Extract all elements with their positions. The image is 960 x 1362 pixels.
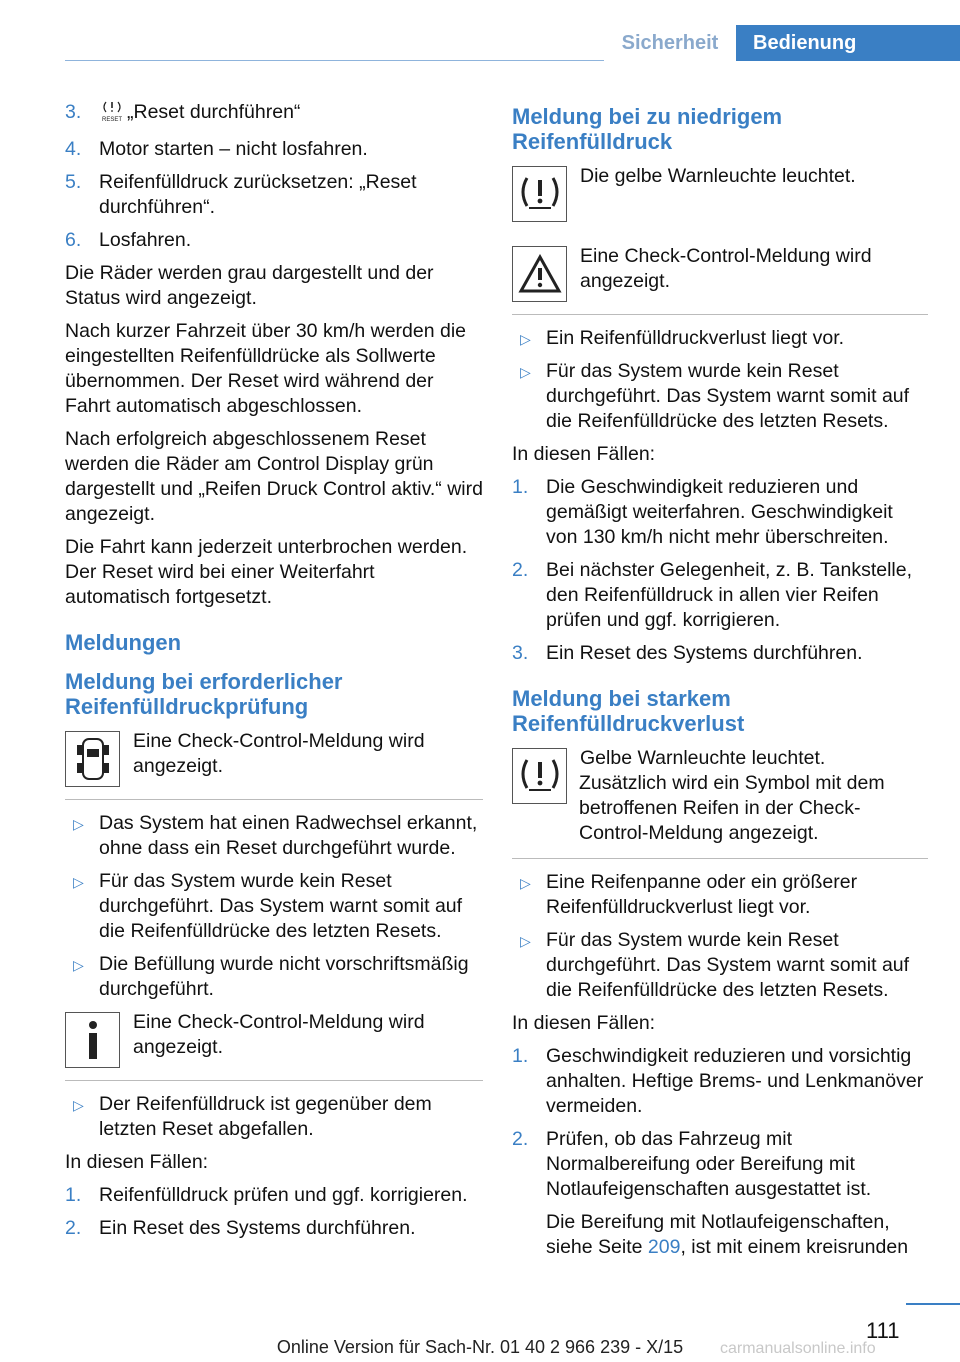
info-block: Eine Check-Control-Meldung wird angezeigt. [65,1010,483,1068]
bullet-item: ▷ Für das System wurde kein Reset durchgeführt. Das System warnt somit auf die Reifenfülldrücke des letzten Resets. [520,929,910,1001]
step-3: 3. RESET „Reset durchführen“ [65,100,483,129]
warning-triangle-icon [512,246,567,302]
paragraph: Nach erfolgreich abgeschlossenem Reset werden die Räder am Control Display grün dargestellt und „Reifen Druck Control aktiv.“ wird angezeigt. [65,428,483,525]
bullet-item: ▷ Für das System wurde kein Reset durchgeführt. Das System warnt somit auf die Reifenfülldrücke des letzten Resets. [73,870,463,942]
step-2-continuation: Die Bereifung mit Notlaufeigenschaften, siehe Seite 209, ist mit einem kreisrunden [546,1211,909,1258]
triangle-bullet-icon: ▷ [73,816,84,832]
tire-pressure-warning-icon [512,748,567,804]
info-block: Eine Check-Control-Meldung wird angezeigt. [512,244,928,302]
triangle-bullet-icon: ▷ [520,331,531,347]
bullet-item: ▷ Für das System wurde kein Reset durchgeführt. Das System warnt somit auf die Reifenfülldrücke des letzten Resets. [520,360,910,432]
footer-text: Online Version für Sach-Nr. 01 40 2 966 239 - X/15 [276,1337,684,1357]
left-column [65,100,483,1249]
watermark: carmanualsonline.info [720,1340,876,1357]
triangle-bullet-icon: ▷ [73,1097,84,1113]
heading-pruefung: Meldung bei erforderlicher Reifenfülldruckprüfung [65,669,343,719]
info-block: Die gelbe Warnleuchte leuchtet. [512,164,928,222]
svg-text:RESET: RESET [101,117,123,122]
bullet-item: ▷ Die Befüllung wurde nicht vorschriftsmäßig durchgeführt. [73,953,469,1000]
tab-bedienung[interactable]: Bedienung [736,25,960,61]
paragraph: In diesen Fällen: [512,443,656,465]
divider [65,1080,483,1081]
page-number: 111 [866,1318,900,1343]
heading-meldungen: Meldungen [65,630,182,655]
step-1: 1. Reifenfülldruck prüfen und ggf. korrigieren. [65,1184,468,1206]
step-1: 1. Die Geschwindigkeit reduzieren und gemäßigt weiterfahren. Geschwindigkeit von 130 km/h nicht mehr überschreiten. [512,476,893,548]
step-number: 3. [65,101,82,123]
triangle-bullet-icon: ▷ [73,874,84,890]
info-block: Eine Check-Control-Meldung wird angezeigt. [65,729,483,787]
step-1: 1. Geschwindigkeit reduzieren und vorsichtig anhalten. Heftige Brems- und Lenkmanöver vermeiden. [512,1045,924,1117]
divider [65,799,483,800]
step-2: 2. Prüfen, ob das Fahrzeug mit Normalbereifung oder Bereifung mit Notlaufeigenschaften ausgestattet ist. [512,1128,872,1200]
triangle-bullet-icon: ▷ [520,364,531,380]
right-column [512,100,928,1268]
triangle-bullet-icon: ▷ [520,933,531,949]
bullet-item: ▷ Der Reifenfülldruck ist gegenüber dem letzten Reset abgefallen. [73,1093,432,1140]
bullet-item: ▷ Ein Reifenfülldruckverlust liegt vor. [512,326,928,351]
paragraph: Die Räder werden grau dargestellt und der Status wird angezeigt. [65,262,434,309]
step-2: 2. Ein Reset des Systems durchführen. [65,1217,416,1239]
bullet-item: ▷ Eine Reifenpanne oder ein größerer Reifenfülldruckverlust liegt vor. [520,871,858,918]
step-6: 6. Losfahren. [65,229,192,251]
paragraph: Die Fahrt kann jederzeit unterbrochen werden. Der Reset wird bei einer Weiterfahrt automatisch fortgesetzt. [65,536,468,608]
tire-pressure-warning-icon [512,166,567,222]
tab-sicherheit[interactable]: Sicherheit [604,25,736,61]
bullet-item: ▷ Das System hat einen Radwechsel erkannt, ohne dass ein Reset durchgeführt wurde. [73,812,478,859]
step-4: 4. Motor starten – nicht losfahren. [65,138,368,160]
step-5: 5. Reifenfülldruck zurücksetzen: „Reset durchführen“. [65,171,417,218]
step-2: 2. Bei nächster Gelegenheit, z. B. Tankstelle, den Reifenfülldruck in allen vier Reifen prüfen und ggf. korrigieren. [512,559,913,631]
footer-rule [906,1303,960,1305]
car-tire-icon [65,731,120,787]
info-icon [65,1012,120,1068]
divider [512,858,928,859]
step-3: 3. Ein Reset des Systems durchführen. [512,642,863,664]
divider [512,314,928,315]
triangle-bullet-icon: ▷ [73,957,84,973]
page-link[interactable]: 209 [647,1236,681,1258]
triangle-bullet-icon: ▷ [520,875,531,891]
paragraph: Nach kurzer Fahrzeit über 30 km/h werden die eingestellten Reifenfülldrücke als Sollwerte übernommen. Der Reset wird während der Fahrt automatisch abgeschlossen. [65,320,467,417]
info-block: Gelbe Warnleuchte leuchtet. [512,746,928,804]
reset-icon [99,100,127,129]
heading-niedrig: Meldung bei zu niedrigem Reifenfülldruck [512,104,783,154]
heading-stark: Meldung bei starkem Reifenfülldruckverlust [512,686,745,736]
paragraph: Zusätzlich wird ein Symbol mit dem betroffenen Reifen in der Check-Control-Meldung angezeigt. [579,772,885,844]
paragraph: In diesen Fällen: [512,1012,656,1034]
paragraph: In diesen Fällen: [65,1151,209,1173]
